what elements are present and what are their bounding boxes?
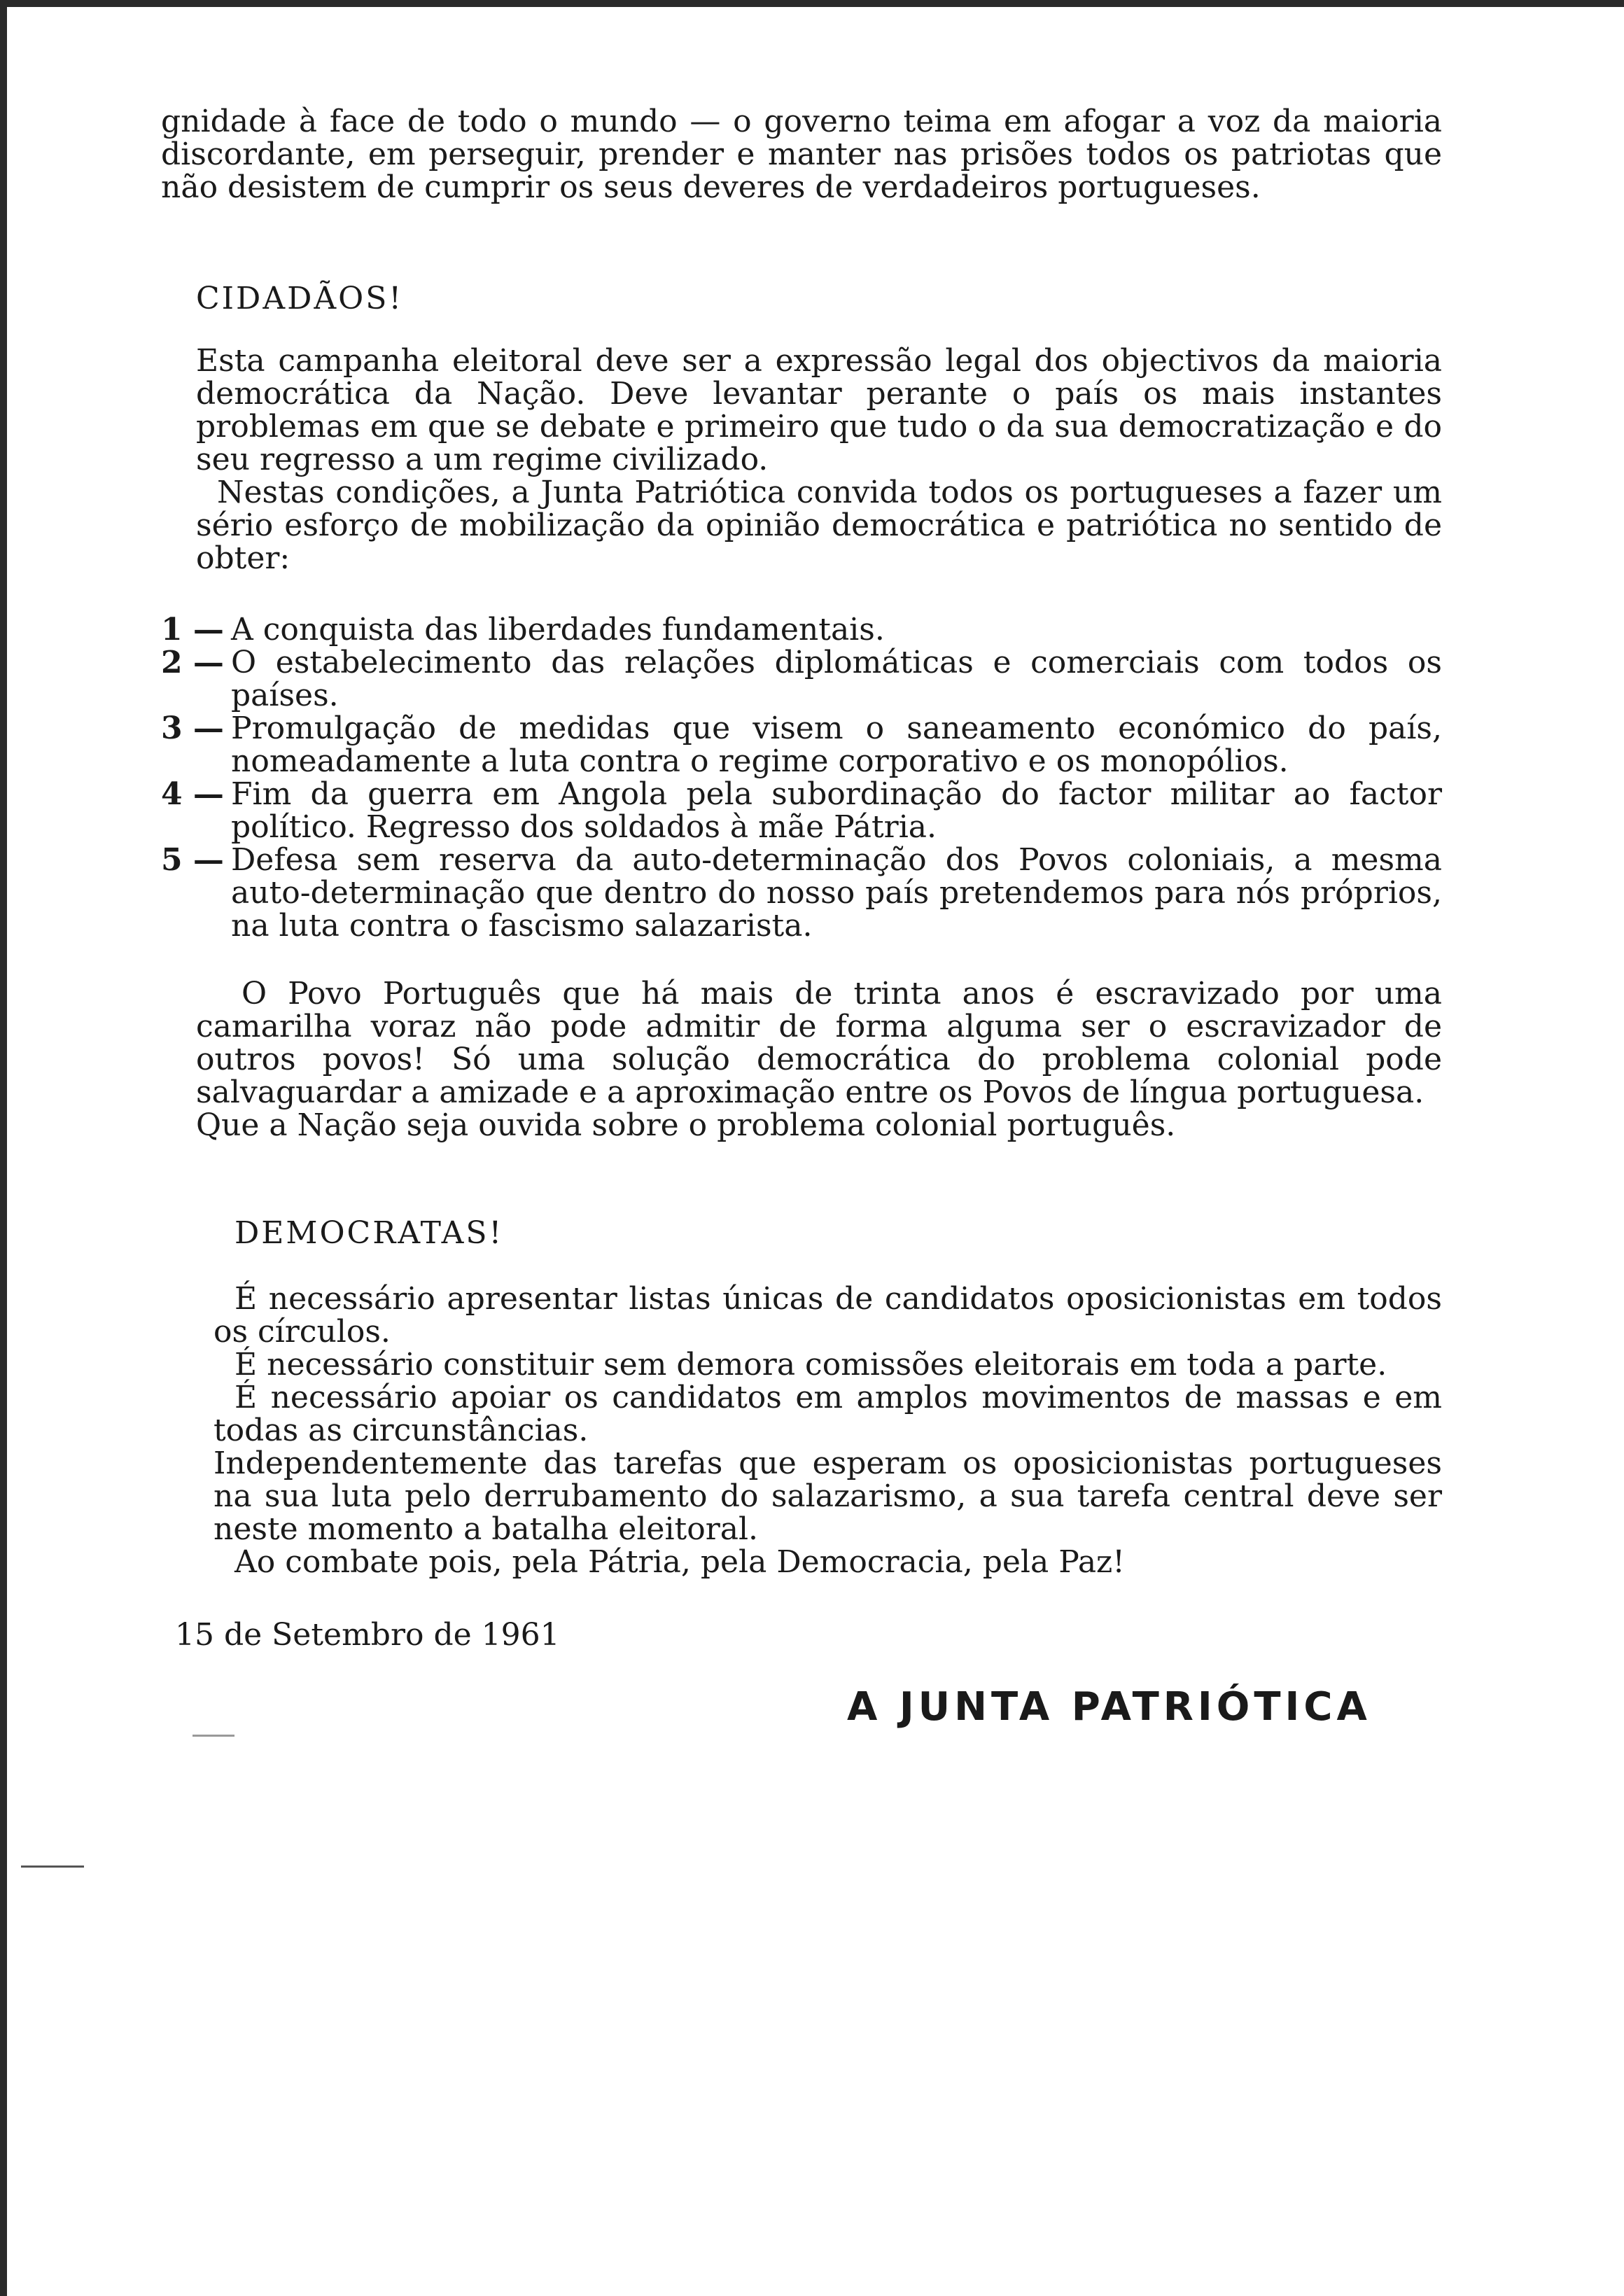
democratas-paragraph: É necessário apresentar listas únicas de candidatos oposicionistas em todos os círculos. [214,1281,1442,1350]
objective-number: 4 — [161,776,224,812]
objective-number: 2 — [161,645,224,680]
objective-item [161,646,1442,712]
objective-text: Fim da guerra em Angola pela subordinação do factor militar ao factor político. Regresso dos soldados à mãe Pátria. [231,776,1442,845]
opening-paragraph: gnidade à face de todo o mundo — o governo teima em afogar a voz da maioria discordante, em perseguir, prender e manter nas prisões todos os patriotas que não desistem de cumprir os seus deveres de verdadeiros portugueses. [161,104,1442,205]
document-date: 15 de Setembro de 1961 [175,1617,560,1653]
objective-text: Defesa sem reserva da auto-determinação dos Povos coloniais, a mesma auto-determinação que dentro do nosso país pretendemos para nós próprios, na luta contra o fascismo salazarista. [231,842,1442,944]
objective-number: 3 — [161,710,224,746]
objective-item [161,712,1442,778]
democratas-paragraph: É necessário constituir sem demora comissões eleitorais em toda a parte. [234,1347,1387,1382]
signature: A JUNTA PATRIÓTICA [847,1684,1371,1730]
scan-speck [21,1865,84,1868]
democratas-section [214,1282,1442,1578]
objective-number: 5 — [161,842,224,878]
colonial-section [196,977,1442,1142]
objective-text: Promulgação de medidas que visem o saneamento económico do país, nomeadamente a luta contra o regime corporativo e os monopólios. [231,710,1442,779]
objective-text: A conquista das liberdades fundamentais. [231,612,885,648]
cidadaos-section [196,344,1442,575]
cidadaos-paragraph: Nestas condições, a Junta Patriótica convida todos os portugueses a fazer um sério esforço de mobilização da opinião democrática e patriótica no sentido de obter: [196,475,1442,576]
objective-item [161,613,1442,646]
colonial-paragraph: O Povo Português que há mais de trinta anos é escravizado por uma camarilha voraz não pode admitir de forma alguma ser o escravizador de outros povos! Só uma solução democrática do problema colonial pode salvaguardar a amizade e a aproximação entre os Povos de língua portuguesa. [196,976,1442,1110]
objective-item [161,778,1442,844]
objective-item [161,844,1442,942]
democratas-paragraph: Independentemente das tarefas que esperam os oposicionistas portugueses na sua luta pelo derrubamento do salazarismo, a sua tarefa central deve ser neste momento a batalha eleitoral. [214,1446,1442,1547]
heading-democratas: DEMOCRATAS! [234,1215,504,1251]
democratas-paragraph: Ao combate pois, pela Pátria, pela Democracia, pela Paz! [234,1544,1125,1580]
document-page [161,105,1442,1769]
cidadaos-paragraph: Esta campanha eleitoral deve ser a expressão legal dos objectivos da maioria democrática da Nação. Deve levantar perante o país os mais instantes problemas em que se debate e primeiro que tudo o da sua democratização e do seu regresso a um regime civilizado. [196,343,1442,477]
objectives-list [161,613,1442,942]
objective-text: O estabelecimento das relações diplomáticas e comerciais com todos os países. [231,645,1442,713]
democratas-paragraph: É necessário apoiar os candidatos em amplos movimentos de massas e em todas as circunstâncias. [214,1380,1442,1448]
scan-border-top [0,0,1624,7]
scan-border-left [0,0,7,2296]
objective-number: 1 — [161,612,224,648]
heading-cidadaos: CIDADÃOS! [196,281,404,316]
colonial-paragraph: Que a Nação seja ouvida sobre o problema colonial português. [196,1107,1176,1143]
